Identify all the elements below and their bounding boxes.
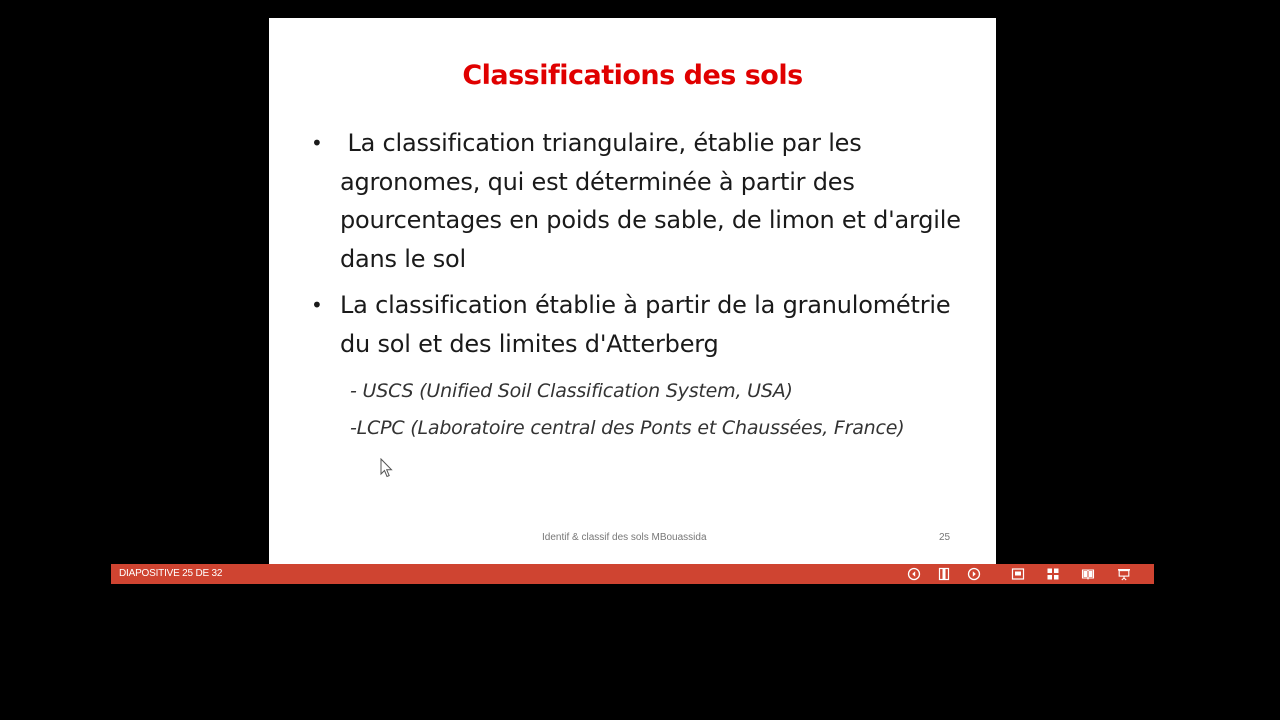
bullet-text: La classification établie à partir de la granulométrie du sol et des limites d'Atterberg [340,291,951,358]
bullet-dot-icon: • [311,293,323,317]
sub-item-uscs: - USCS (Unified Soil Classification System, USA) [350,380,793,402]
status-bar [111,564,1154,584]
bullet-item [311,286,971,363]
reading-view-icon[interactable] [1080,566,1096,582]
slideshow-icon[interactable] [1116,566,1132,582]
slide-counter: DIAPOSITIVE 25 DE 32 [119,568,223,579]
bullet-list [311,124,971,371]
notes-icon[interactable] [936,566,952,582]
bullet-dot-icon: • [311,131,323,155]
normal-view-icon[interactable] [1010,566,1026,582]
slide-page-number: 25 [939,532,951,543]
slide-title: Classifications des sols [462,60,803,91]
next-icon[interactable] [966,566,982,582]
previous-icon[interactable] [906,566,922,582]
mouse-pointer-icon [380,458,394,478]
sub-item-lcpc: -LCPC (Laboratoire central des Ponts et Chaussées, France) [350,417,905,439]
slide-footer: Identif & classif des sols MBouassida [542,532,707,543]
slide-sorter-icon[interactable] [1045,566,1061,582]
bullet-item [311,124,971,278]
slide-canvas [269,18,996,564]
bullet-text: La classification triangulaire, établie par les agronomes, qui est déterminée à partir des pourcentages en poids de sable, de limon et d'argile dans le sol [340,129,969,273]
